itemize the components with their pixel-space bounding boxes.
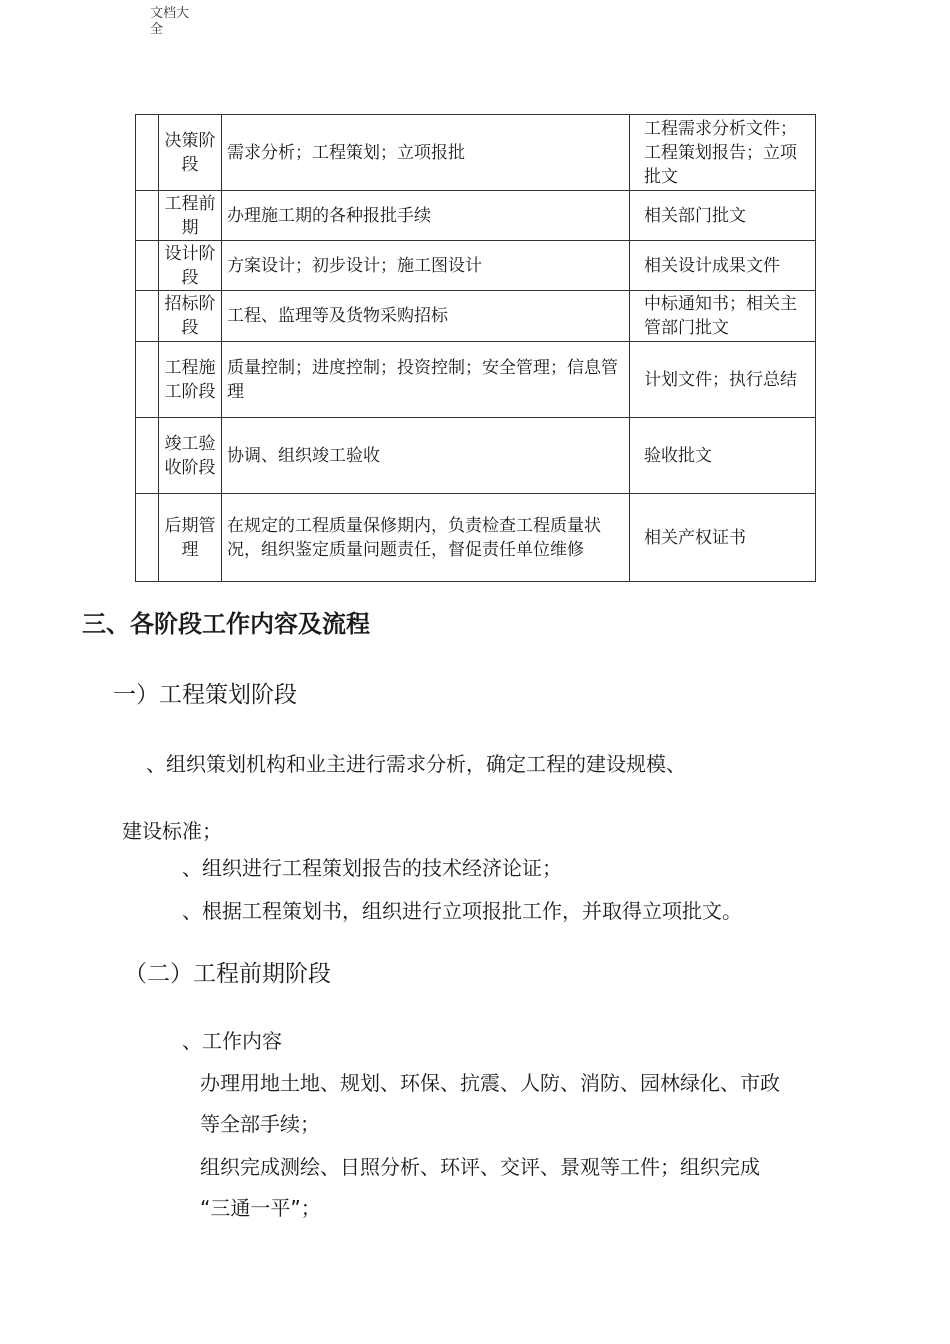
table-row — [136, 494, 816, 582]
index-cell — [136, 191, 159, 241]
content-cell: 方案设计；初步设计；施工图设计 — [222, 241, 630, 291]
table-row — [136, 115, 816, 191]
table-row — [136, 342, 816, 418]
phase-cell: 工程施工阶段 — [159, 342, 222, 418]
deliverable-cell: 相关设计成果文件 — [630, 241, 816, 291]
paragraph: 、组织进行工程策划报告的技术经济论证； — [182, 856, 562, 880]
content-cell: 需求分析；工程策划；立项报批 — [222, 115, 630, 191]
paragraph: 等全部手续； — [200, 1112, 320, 1136]
index-cell — [136, 241, 159, 291]
deliverable-cell: 验收批文 — [630, 418, 816, 494]
phase-cell: 竣工验收阶段 — [159, 418, 222, 494]
index-cell — [136, 115, 159, 191]
paragraph: 建设标准； — [122, 819, 222, 843]
content-cell: 质量控制；进度控制；投资控制；安全管理；信息管理 — [222, 342, 630, 418]
paragraph: 、根据工程策划书，组织进行立项报批工作，并取得立项批文。 — [182, 899, 742, 923]
paragraph: 、组织策划机构和业主进行需求分析，确定工程的建设规模、 — [146, 752, 686, 776]
content-cell: 工程、监理等及货物采购招标 — [222, 291, 630, 342]
subsection-heading: （二）工程前期阶段 — [124, 961, 331, 987]
table-row — [136, 191, 816, 241]
phase-cell: 设计阶段 — [159, 241, 222, 291]
index-cell — [136, 418, 159, 494]
section-heading: 三、各阶段工作内容及流程 — [82, 610, 370, 638]
paragraph: “三通一平”； — [200, 1196, 321, 1220]
index-cell — [136, 342, 159, 418]
deliverable-cell: 计划文件；执行总结 — [630, 342, 816, 418]
deliverable-cell: 相关产权证书 — [630, 494, 816, 582]
content-cell: 办理施工期的各种报批手续 — [222, 191, 630, 241]
phase-cell: 决策阶段 — [159, 115, 222, 191]
deliverable-cell: 相关部门批文 — [630, 191, 816, 241]
paragraph: 办理用地土地、规划、环保、抗震、人防、消防、园林绿化、市政 — [200, 1071, 780, 1095]
phase-cell: 招标阶段 — [159, 291, 222, 342]
page-header: 文档大全 — [150, 6, 190, 37]
index-cell — [136, 494, 159, 582]
content-cell: 协调、组织竣工验收 — [222, 418, 630, 494]
phase-cell: 后期管理 — [159, 494, 222, 582]
deliverable-cell: 工程需求分析文件；工程策划报告；立项批文 — [630, 115, 816, 191]
table-row — [136, 291, 816, 342]
deliverable-cell: 中标通知书；相关主管部门批文 — [630, 291, 816, 342]
phase-cell: 工程前期 — [159, 191, 222, 241]
content-cell: 在规定的工程质量保修期内，负责检查工程质量状况，组织鉴定质量问题责任，督促责任单位维修 — [222, 494, 630, 582]
table-row — [136, 418, 816, 494]
paragraph: 组织完成测绘、日照分析、环评、交评、景观等工件；组织完成 — [200, 1155, 760, 1179]
phase-table — [135, 114, 816, 582]
paragraph: 、工作内容 — [182, 1029, 282, 1053]
table-row — [136, 241, 816, 291]
index-cell — [136, 291, 159, 342]
subsection-heading: 一）工程策划阶段 — [113, 682, 297, 708]
